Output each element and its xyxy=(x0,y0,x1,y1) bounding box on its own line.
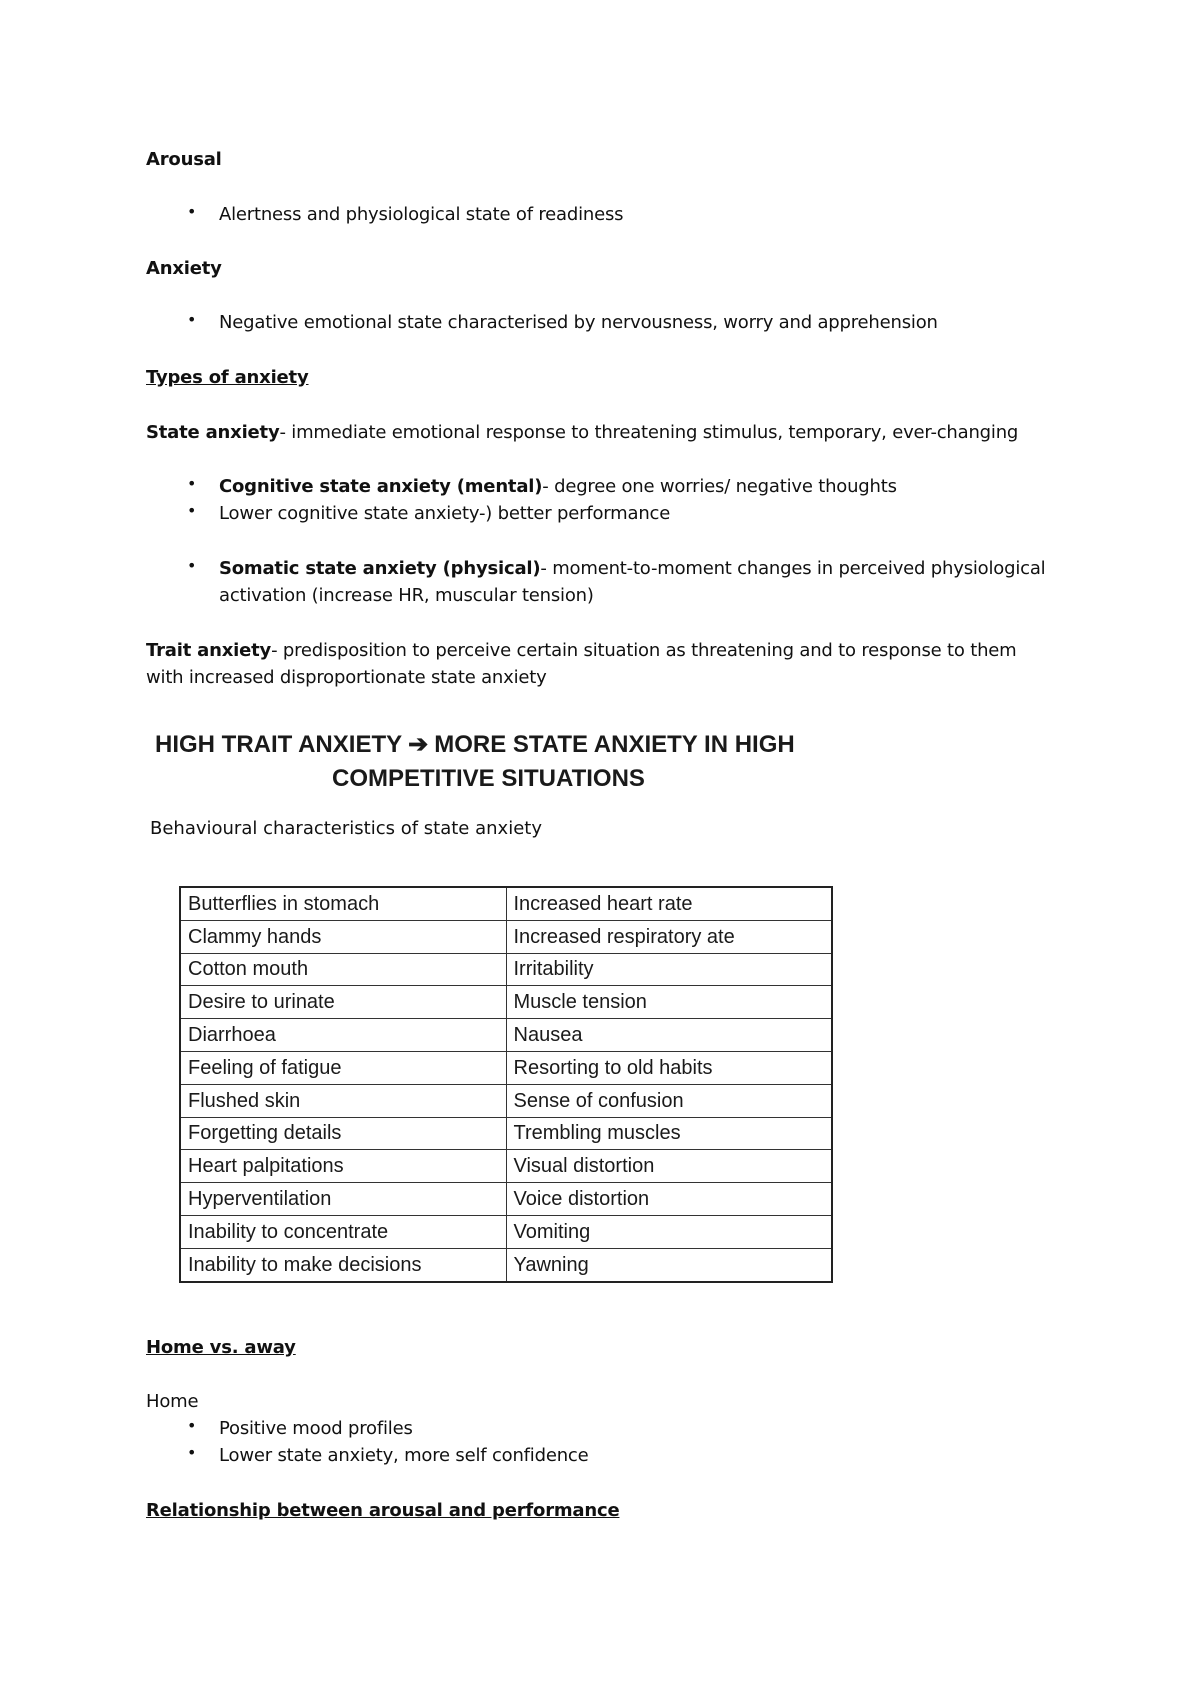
table-row xyxy=(180,1117,832,1150)
banner-line1-right: MORE STATE ANXIETY IN HIGH xyxy=(434,731,795,758)
trait-anxiety-term: Trait anxiety xyxy=(146,640,272,661)
table-cell: Resorting to old habits xyxy=(506,1051,832,1084)
list-item: • Positive mood profiles xyxy=(187,1416,413,1439)
table-row xyxy=(180,1215,832,1248)
table-cell: Increased heart rate xyxy=(506,887,832,920)
table-cell: Muscle tension xyxy=(506,986,832,1019)
anxiety-heading: Anxiety xyxy=(146,258,222,279)
arousal-heading: Arousal xyxy=(146,149,222,170)
table-row xyxy=(180,1051,832,1084)
list-item xyxy=(146,500,1046,527)
table-row xyxy=(180,986,832,1019)
cognitive-note: Lower cognitive state anxiety-) better performance xyxy=(219,503,671,524)
list-item xyxy=(146,555,1046,609)
banner-line1-left: HIGH TRAIT ANXIETY xyxy=(155,731,403,758)
somatic-term: Somatic state anxiety (physical) xyxy=(219,558,541,579)
table-row xyxy=(180,1150,832,1183)
table-row xyxy=(180,953,832,986)
types-of-anxiety-heading: Types of anxiety xyxy=(146,367,309,388)
table-row xyxy=(180,1019,832,1052)
state-anxiety-paragraph xyxy=(146,419,1046,446)
home-bullet-list xyxy=(146,1415,1046,1469)
trait-anxiety-paragraph xyxy=(146,637,1046,691)
table-cell: Cotton mouth xyxy=(180,953,506,986)
bullet-icon: • xyxy=(187,1416,197,1435)
table-cell: Irritability xyxy=(506,953,832,986)
table-cell: Nausea xyxy=(506,1019,832,1052)
banner-line2: COMPETITIVE SITUATIONS xyxy=(332,765,645,792)
table-cell: Vomiting xyxy=(506,1215,832,1248)
symptoms-table xyxy=(179,886,833,1283)
cognitive-definition: - degree one worries/ negative thoughts xyxy=(542,476,897,497)
list-item: • Lower state anxiety, more self confidence xyxy=(187,1443,589,1466)
table-cell: Forgetting details xyxy=(180,1117,506,1150)
table-cell: Hyperventilation xyxy=(180,1183,506,1216)
table-cell: Flushed skin xyxy=(180,1084,506,1117)
list-item xyxy=(146,473,1046,500)
table-cell: Voice distortion xyxy=(506,1183,832,1216)
table-cell: Heart palpitations xyxy=(180,1150,506,1183)
table-cell: Feeling of fatigue xyxy=(180,1051,506,1084)
arrow-right-icon: ➔ xyxy=(408,731,429,758)
list-item: • Alertness and physiological state of readiness xyxy=(187,202,624,225)
list-item: • Negative emotional state characterised by nervousness, worry and apprehension xyxy=(187,310,938,333)
table-row xyxy=(180,887,832,920)
state-anxiety-term: State anxiety xyxy=(146,422,280,443)
trait-state-banner xyxy=(155,728,855,796)
table-cell: Trembling muscles xyxy=(506,1117,832,1150)
cognitive-bullet-list xyxy=(146,473,1046,527)
table-row xyxy=(180,1183,832,1216)
table-cell: Desire to urinate xyxy=(180,986,506,1019)
bullet-icon: • xyxy=(187,310,197,329)
state-anxiety-definition: - immediate emotional response to threatening stimulus, temporary, ever-changing xyxy=(279,422,1019,443)
bullet-icon: • xyxy=(187,501,197,520)
bullet-icon: • xyxy=(187,474,197,493)
anxiety-bullet-list xyxy=(146,309,1046,336)
home-vs-away-heading: Home vs. away xyxy=(146,1337,296,1358)
somatic-bullet-list xyxy=(146,555,1046,609)
table-cell: Yawning xyxy=(506,1248,832,1281)
home-subheading: Home xyxy=(146,1391,199,1412)
table-caption: Behavioural characteristics of state anxiety xyxy=(150,818,542,839)
table-row xyxy=(180,920,832,953)
cognitive-term: Cognitive state anxiety (mental) xyxy=(219,476,543,497)
table-cell: Clammy hands xyxy=(180,920,506,953)
relationship-heading: Relationship between arousal and performance xyxy=(146,1500,620,1521)
trait-anxiety-definition: - predisposition to perceive certain situation as threatening and to response to them with increased disproportionate state anxiety xyxy=(146,640,1017,688)
bullet-icon: • xyxy=(187,1443,197,1462)
table-cell: Sense of confusion xyxy=(506,1084,832,1117)
bullet-icon: • xyxy=(187,202,197,221)
table-cell: Visual distortion xyxy=(506,1150,832,1183)
table-cell: Inability to concentrate xyxy=(180,1215,506,1248)
table-cell: Diarrhoea xyxy=(180,1019,506,1052)
table-row xyxy=(180,1248,832,1281)
arousal-bullet-list xyxy=(146,201,1046,228)
table-cell: Butterflies in stomach xyxy=(180,887,506,920)
table-row xyxy=(180,1084,832,1117)
table-cell: Increased respiratory ate xyxy=(506,920,832,953)
bullet-icon: • xyxy=(187,556,197,575)
table-cell: Inability to make decisions xyxy=(180,1248,506,1281)
somatic-definition: - moment-to-moment changes in perceived physiological activation (increase HR, muscular tension) xyxy=(219,558,1046,606)
